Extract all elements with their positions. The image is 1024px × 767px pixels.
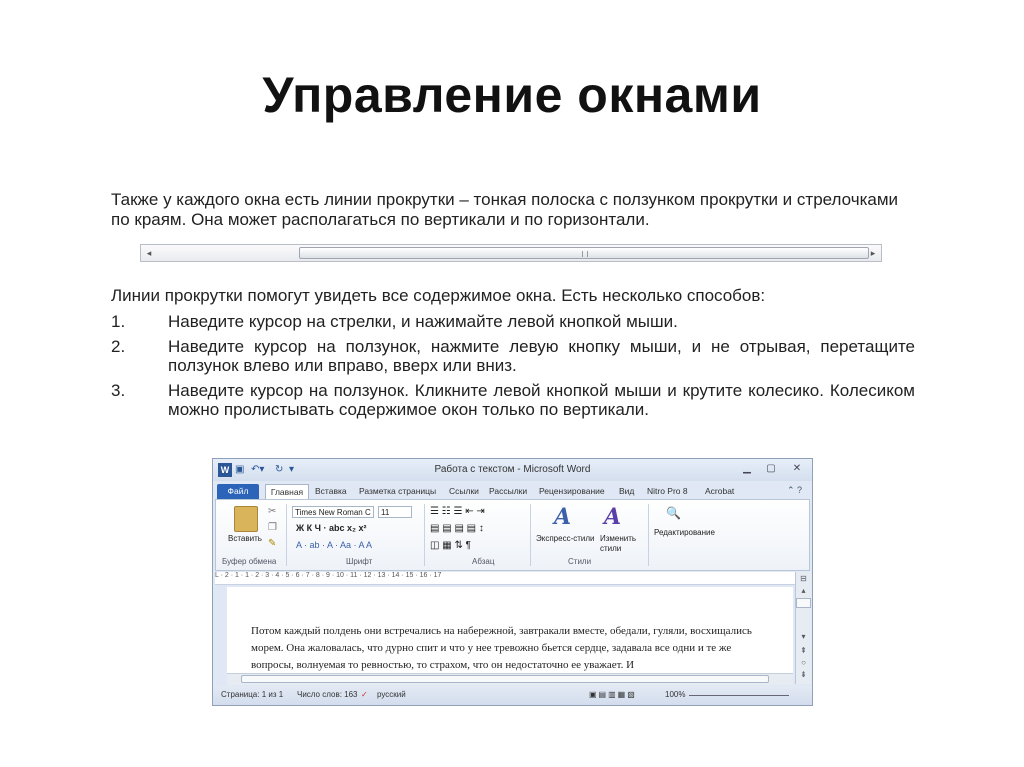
express-styles-button[interactable]: Экспресс-стили xyxy=(536,534,595,543)
language[interactable]: русский xyxy=(377,690,406,699)
methods-paragraph: Линии прокрутки помогут увидеть все содержимое окна. Есть несколько способов: xyxy=(111,286,766,305)
list-number: 2. xyxy=(111,337,126,356)
tab-review[interactable]: Рецензирование xyxy=(539,486,605,496)
tab-nitro[interactable]: Nitro Pro 8 xyxy=(647,486,688,496)
copy-icon[interactable]: ❐ xyxy=(268,522,277,533)
list-text: Наведите курсор на стрелки, и нажимайте левой кнопкой мыши. xyxy=(168,312,678,331)
group-separator xyxy=(286,504,287,566)
vertical-scroll-thumb[interactable] xyxy=(796,598,811,608)
tab-references[interactable]: Ссылки xyxy=(449,486,479,496)
font-size-select[interactable]: 11 xyxy=(378,506,412,518)
tab-view[interactable]: Вид xyxy=(619,486,635,496)
minimize-icon[interactable]: ▁ xyxy=(743,463,751,474)
intro-paragraph: Также у каждого окна есть линии прокрутки – тонкая полоска с ползунком прокрутки и стрелочками по краям. Она может располагаться по вертикали и по горизонтали. xyxy=(111,190,899,229)
customize-toolbar-icon[interactable]: ▾ xyxy=(289,464,295,475)
align-buttons[interactable]: ▤ ▤ ▤ ▤ ↕ xyxy=(430,523,484,534)
cut-icon[interactable]: ✂ xyxy=(268,506,277,517)
zoom-level[interactable]: 100% xyxy=(665,690,686,699)
document-page[interactable] xyxy=(227,587,793,685)
tab-mailings[interactable]: Рассылки xyxy=(489,486,528,496)
prev-page-icon[interactable]: ⇞ xyxy=(800,646,807,655)
undo-icon[interactable]: ↶▾ xyxy=(251,464,265,475)
express-styles-icon[interactable]: A xyxy=(554,504,572,530)
list-number: 3. xyxy=(111,381,126,400)
ruler-toggle-icon[interactable]: ⊟ xyxy=(800,574,807,583)
redo-icon[interactable]: ↻ xyxy=(275,464,284,475)
font-name-select[interactable]: Times New Roman C xyxy=(292,506,374,518)
group-separator xyxy=(648,504,649,566)
list-buttons[interactable]: ☰ ☷ ☰ ⇤ ⇥ xyxy=(430,506,485,517)
list-text: Наведите курсор на ползунок. Кликните левой кнопкой мыши и крутите колесико. Колесиком можно пролистывать содержимое окон только по вертикали. xyxy=(168,381,915,419)
maximize-icon[interactable]: ▢ xyxy=(766,463,776,474)
thumb-grip-icon xyxy=(582,251,588,257)
demo-horizontal-scrollbar[interactable] xyxy=(140,244,882,262)
word-app-icon[interactable]: W xyxy=(218,463,232,477)
zoom-slider[interactable] xyxy=(689,695,789,696)
tab-acrobat[interactable]: Acrobat xyxy=(705,486,735,496)
font-color-buttons[interactable]: A · ab · A · Aa · A A xyxy=(296,540,373,550)
change-styles-icon[interactable]: A xyxy=(604,504,622,530)
ruler[interactable]: L · 2 · 1 · 1 · 2 · 3 · 4 · 5 · 6 · 7 · 8 · 9 · 10 · 11 · 12 · 13 · 14 · 15 · 16 · 17 xyxy=(215,572,797,585)
scroll-down-arrow[interactable]: ▾ xyxy=(801,632,806,641)
scroll-thumb[interactable] xyxy=(299,247,869,259)
tab-home[interactable]: Главная xyxy=(265,484,309,499)
group-label-clipboard: Буфер обмена xyxy=(222,557,277,566)
close-icon[interactable]: ✕ xyxy=(792,463,802,474)
word-window xyxy=(212,458,813,706)
slide-title: Управление окнами xyxy=(262,67,762,123)
status-bar xyxy=(213,686,812,705)
group-label-paragraph: Абзац xyxy=(472,557,495,566)
scroll-right-arrow[interactable]: ▸ xyxy=(870,248,876,258)
editing-button[interactable]: Редактирование xyxy=(654,528,715,537)
format-painter-icon[interactable]: ✎ xyxy=(268,538,277,549)
help-icon[interactable]: ⌃ ? xyxy=(786,485,802,495)
tab-page-layout[interactable]: Разметка страницы xyxy=(359,486,437,496)
title-bar xyxy=(213,459,812,481)
save-icon[interactable]: ▣ xyxy=(235,464,245,475)
list-text: Наведите курсор на ползунок, нажмите левую кнопку мыши, и не отрывая, перетащите ползунок влево или вправо, вверх или вниз. xyxy=(168,337,915,375)
paste-button[interactable]: Вставить xyxy=(228,534,262,543)
change-styles-button[interactable]: Изменить стили xyxy=(600,534,637,553)
tab-insert[interactable]: Вставка xyxy=(315,486,347,496)
scroll-up-arrow[interactable]: ▴ xyxy=(801,586,806,595)
shading-buttons[interactable]: ◫ ▦ ⇅ ¶ xyxy=(430,540,471,551)
page-count[interactable]: Страница: 1 из 1 xyxy=(221,690,284,699)
binoculars-icon[interactable]: 🔍 xyxy=(666,506,681,520)
font-format-buttons[interactable]: Ж К Ч · abc x₂ x² xyxy=(296,523,367,533)
horizontal-scrollbar[interactable] xyxy=(227,673,793,685)
ribbon xyxy=(215,499,810,571)
paste-icon[interactable] xyxy=(234,506,258,532)
tab-file[interactable]: Файл xyxy=(217,484,259,499)
view-buttons[interactable]: ▣▤▥▦▧ xyxy=(589,690,637,699)
group-label-font: Шрифт xyxy=(346,557,373,566)
document-text: Потом каждый полдень они встречались на набережной, завтракали вместе, обедали, гуляли, восхищались морем. Она жаловалась, что дурно спит и что у нее тревожно бьется сердце, задавала все одни и те же вопросы, волнуемая то ревностью, то страхом, что он недостаточно ее уважает. И xyxy=(251,625,752,671)
vertical-scrollbar[interactable] xyxy=(795,572,811,684)
word-count[interactable]: Число слов: 163 xyxy=(297,690,358,699)
browse-object-icon[interactable]: ○ xyxy=(801,658,806,667)
window-title: Работа с текстом - Microsoft Word xyxy=(434,464,591,475)
scroll-left-arrow[interactable]: ◂ xyxy=(146,248,152,258)
group-label-styles: Стили xyxy=(568,557,592,566)
next-page-icon[interactable]: ⇟ xyxy=(800,670,807,679)
group-separator xyxy=(424,504,425,566)
horizontal-scroll-thumb[interactable] xyxy=(241,675,769,683)
group-separator xyxy=(530,504,531,566)
proofing-icon[interactable]: ✓ xyxy=(361,690,368,699)
ribbon-tabs xyxy=(213,481,812,499)
list-number: 1. xyxy=(111,312,126,331)
